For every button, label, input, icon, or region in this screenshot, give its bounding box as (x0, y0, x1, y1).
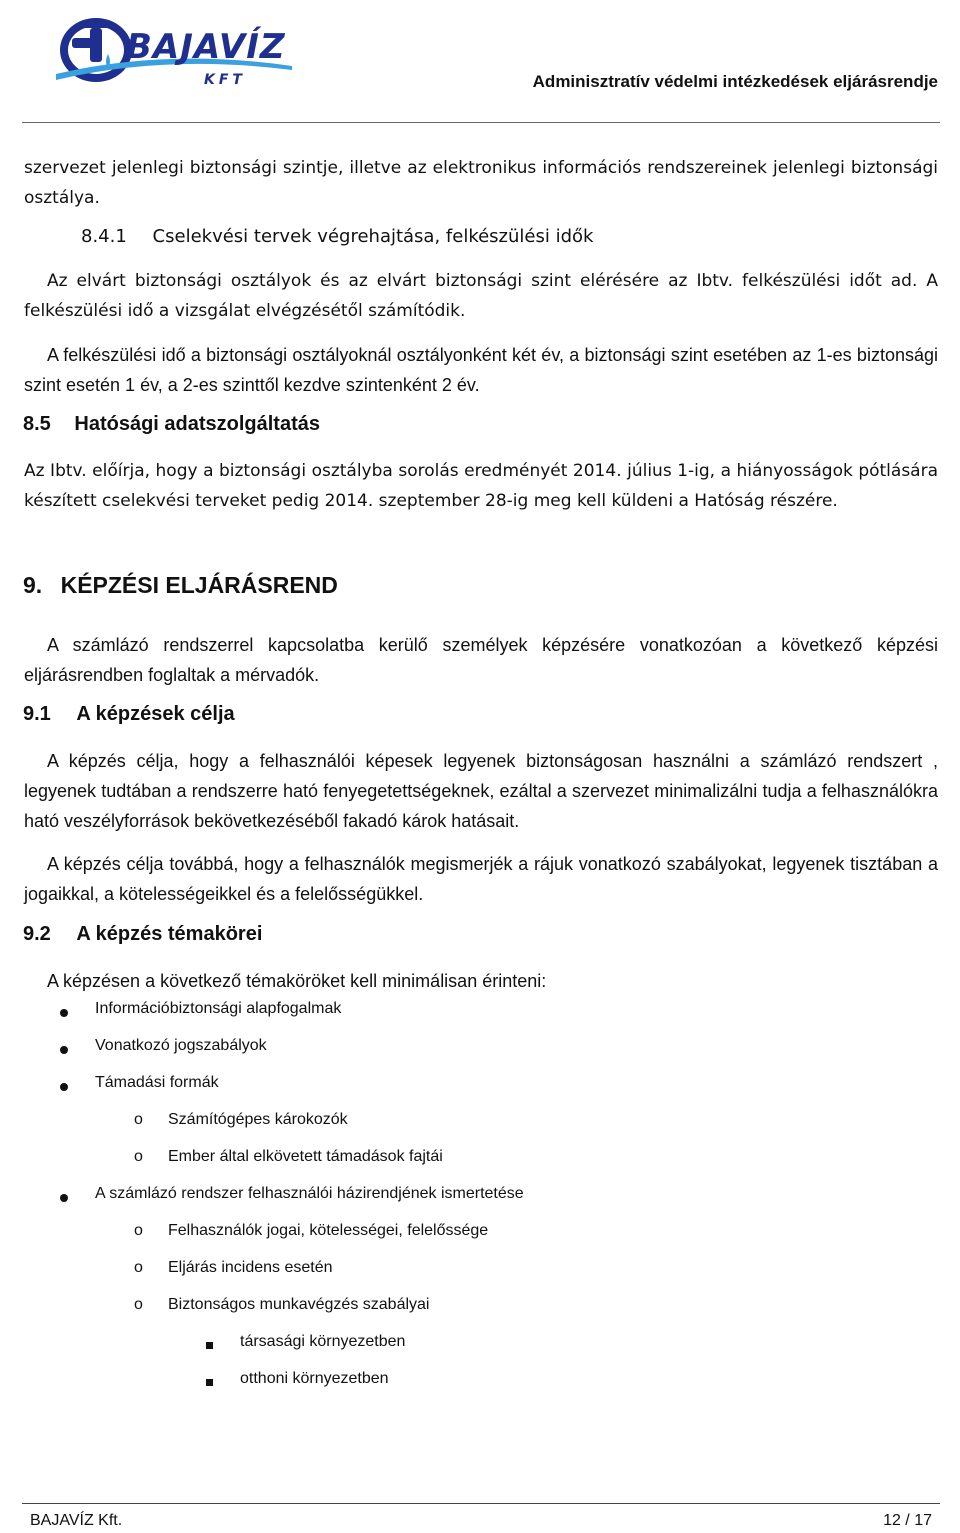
paragraph: Az elvárt biztonsági osztályok és az elvárt biztonsági szint elérésére az Ibtv. felkészülési időt ad. A felkészülési idő a vizsgálat elvégzésétől számítódik. (24, 271, 938, 321)
heading-8-5 (23, 413, 320, 436)
paragraph: szervezet jelenlegi biztonsági szintje, illetve az elektronikus információs rendszereinek jelenlegi biztonsági osztálya. (24, 158, 938, 208)
circle-bullet-icon: o (134, 1296, 143, 1313)
heading-number: 8.5 (23, 413, 51, 435)
circle-bullet-icon: o (134, 1259, 143, 1276)
footer-page-number: 12 / 17 (883, 1512, 932, 1529)
heading-8-4-1 (81, 226, 593, 247)
heading-text: A képzés témakörei (76, 923, 263, 945)
logo-subtext: KFT (204, 72, 246, 88)
circle-bullet-icon: o (134, 1111, 143, 1128)
heading-9 (23, 572, 338, 599)
heading-text: A képzések célja (76, 703, 235, 725)
list-item: Ember által elkövetett támadások fajtái (168, 1148, 443, 1165)
heading-number: 8.4.1 (81, 226, 127, 247)
list-item: A számlázó rendszer felhasználói házirendjének ismertetése (95, 1185, 524, 1202)
heading-number: 9. (23, 572, 43, 598)
paragraph: A képzésen a következő témaköröket kell minimálisan érinteni: (47, 971, 547, 991)
list-item: Számítógépes károkozók (168, 1111, 348, 1128)
footer-divider (22, 1503, 940, 1504)
heading-number: 9.2 (23, 923, 51, 945)
list-item: otthoni környezetben (240, 1370, 389, 1387)
list-item: Felhasználók jogai, kötelességei, felelőssége (168, 1222, 489, 1239)
paragraph: A felkészülési idő a biztonsági osztályoknál osztályonként két év, a biztonsági szint esetében az 1-es biztonsági szint esetén 1 év, a 2-es szinttől kezdve szintenként 2 év. (24, 345, 938, 395)
heading-text: Hatósági adatszolgáltatás (74, 413, 320, 435)
bullet-icon (60, 1009, 68, 1017)
bullet-icon (60, 1194, 68, 1202)
circle-bullet-icon: o (134, 1148, 143, 1165)
list-item: Támadási formák (95, 1074, 219, 1091)
list-item: társasági környezetben (240, 1333, 406, 1350)
document-title: Adminisztratív védelmi intézkedések eljárásrendje (532, 72, 938, 91)
header-divider (22, 122, 940, 123)
bullet-icon (60, 1083, 68, 1091)
heading-text: KÉPZÉSI ELJÁRÁSREND (60, 572, 338, 598)
paragraph: A számlázó rendszerrel kapcsolatba kerülő személyek képzésére vonatkozóan a következő képzési eljárásrendben foglaltak a mérvadók. (24, 635, 938, 685)
heading-number: 9.1 (23, 703, 51, 725)
paragraph: A képzés célja továbbá, hogy a felhasználók megismerjék a rájuk vonatkozó szabályokat, legyenek tisztában a jogaikkal, a kötelességeikkel és a felelősségükkel. (24, 854, 938, 904)
circle-bullet-icon: o (134, 1222, 143, 1239)
heading-text: Cselekvési tervek végrehajtása, felkészülési idők (152, 226, 594, 247)
logo-text: BAJAVÍZ (126, 27, 286, 67)
list-item: Vonatkozó jogszabályok (95, 1037, 267, 1054)
bullet-icon (60, 1046, 68, 1054)
list-item: Információbiztonsági alapfogalmak (95, 1000, 342, 1017)
paragraph: Az Ibtv. előírja, hogy a biztonsági osztályba sorolás eredményét 2014. július 1-ig, a hiányosságok pótlására készített cselekvési terveket pedig 2014. szeptember 28-ig meg kell küldeni a Hatóság részére. (24, 461, 938, 511)
heading-9-2 (23, 923, 262, 946)
square-bullet-icon (206, 1379, 213, 1386)
footer-company: BAJAVÍZ Kft. (30, 1512, 123, 1529)
heading-9-1 (23, 703, 235, 726)
company-logo (56, 8, 292, 88)
square-bullet-icon (206, 1342, 213, 1349)
paragraph: A képzés célja, hogy a felhasználói képesek legyenek biztonságosan használni a számlázó rendszert , legyenek tudtában a rendszerre ható fenyegetettségeknek, ezáltal a szervezet minimalizálni tudja a felhasználókra ható veszélyforrások bekövetkezéséből fakadó károk hatásait. (24, 751, 938, 831)
list-item: Eljárás incidens esetén (168, 1259, 333, 1276)
list-item: Biztonságos munkavégzés szabályai (168, 1296, 430, 1313)
